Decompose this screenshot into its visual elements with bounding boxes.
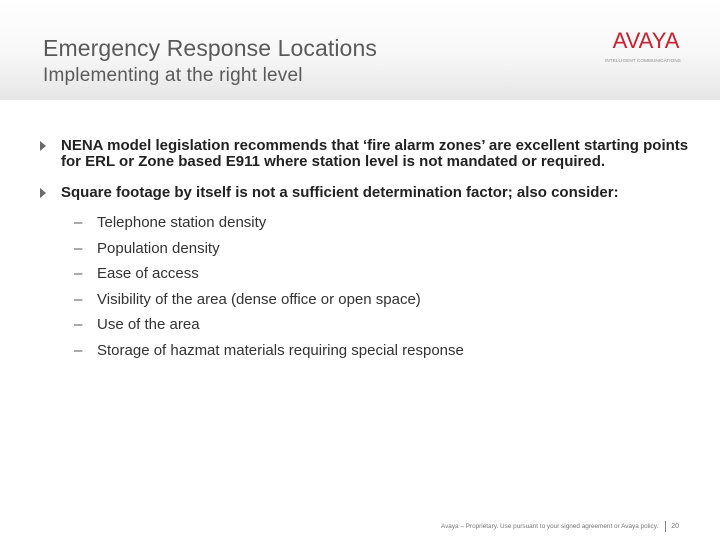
dash-bullet-icon: –	[74, 214, 83, 231]
sub-bullet-item	[40, 239, 700, 265]
logo-tagline: INTELLIGENT COMMUNICATIONS	[605, 58, 681, 63]
sub-bullet-text: Use of the area	[97, 316, 200, 334]
sub-bullet-item	[40, 264, 700, 290]
footer-divider	[665, 521, 666, 532]
proprietary-notice: Avaya – Proprietary. Use pursuant to your signed agreement or Avaya policy.	[440, 522, 659, 530]
dash-bullet-icon: –	[74, 316, 83, 334]
bullet-text: NENA model legislation recommends that ‘fire alarm zones’ are excellent starting points for ERL or Zone based E911 where station level is not mandated or required.	[61, 137, 689, 170]
sub-bullet-item	[40, 341, 700, 367]
dash-bullet-icon: –	[74, 290, 83, 308]
sub-bullet-text: Ease of access	[97, 265, 199, 283]
avaya-logo-mark	[605, 28, 687, 54]
slide-body	[40, 138, 700, 367]
triangle-bullet-icon	[40, 188, 46, 198]
sub-bullet-text: Population density	[97, 239, 220, 257]
slide-title: Emergency Response Locations	[43, 35, 377, 61]
sub-bullet-text: Telephone station density	[97, 214, 267, 231]
bullet-item	[40, 138, 700, 170]
triangle-bullet-icon	[40, 141, 46, 151]
slide-subtitle: Implementing at the right level	[43, 65, 303, 86]
slide-header	[0, 0, 720, 100]
sub-bullet-item	[40, 315, 700, 341]
sub-bullet-text: Storage of hazmat materials requiring special response	[97, 341, 464, 359]
bullet-text: Square footage by itself is not a sufficient determination factor; also consider:	[61, 184, 619, 201]
sub-bullet-item	[40, 290, 700, 316]
avaya-logo	[605, 28, 687, 66]
page-number: 20	[671, 522, 679, 530]
dash-bullet-icon: –	[74, 239, 83, 257]
dash-bullet-icon: –	[74, 265, 83, 283]
dash-bullet-icon: –	[74, 341, 83, 359]
sub-bullet-list	[40, 213, 700, 367]
sub-bullet-text: Visibility of the area (dense office or open space)	[97, 290, 421, 308]
bullet-item	[40, 185, 700, 201]
slide-footer	[441, 519, 679, 533]
logo-brand-text: AVAYA	[612, 28, 680, 53]
sub-bullet-item	[40, 213, 700, 239]
